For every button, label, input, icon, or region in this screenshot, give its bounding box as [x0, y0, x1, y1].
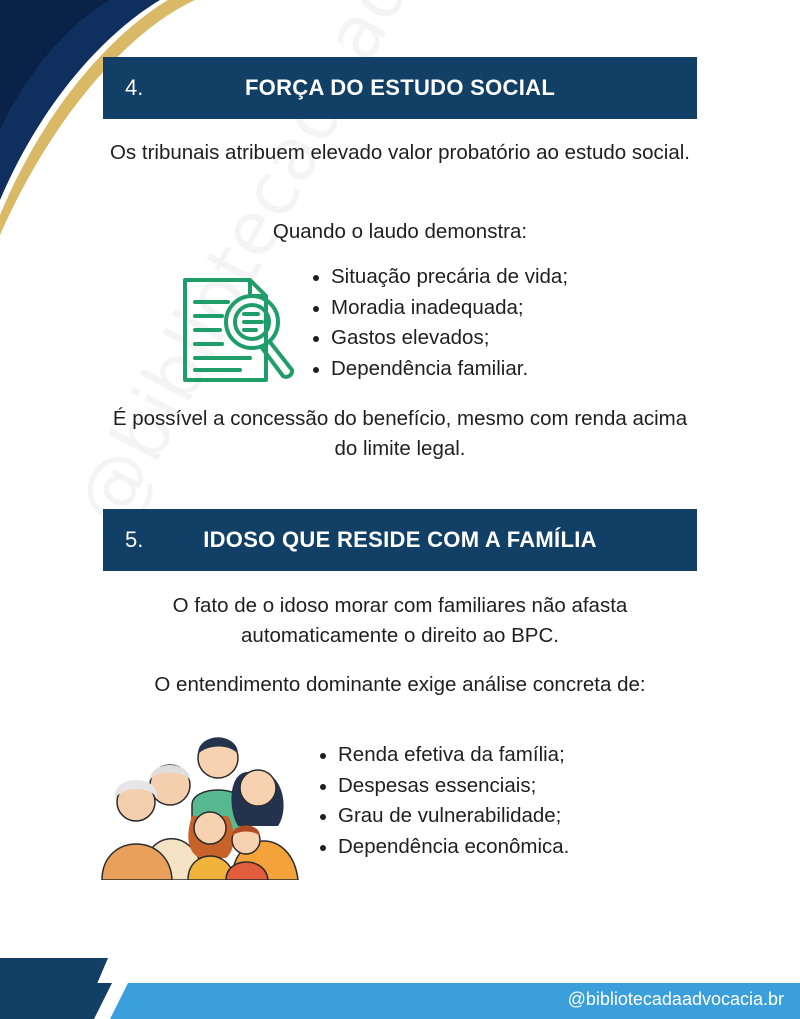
document-search-icon: [180, 262, 305, 387]
section-number: 5.: [125, 527, 144, 552]
section-5-intro: O fato de o idoso morar com familiares não afasta automaticamente o direito ao BPC.: [172, 594, 628, 647]
list-item: Situação precária de vida;: [311, 262, 568, 293]
section-number: 4.: [125, 75, 144, 100]
list-item: Moradia inadequada;: [311, 293, 568, 324]
list-item: Renda efetiva da família;: [318, 740, 569, 771]
family-illustration: [100, 730, 300, 880]
section-title: FORÇA DO ESTUDO SOCIAL: [244, 75, 556, 100]
section-5-list: [318, 740, 569, 862]
section-4-intro: Os tribunais atribuem elevado valor probatório ao estudo social.: [109, 141, 691, 164]
list-item: Dependência econômica.: [318, 832, 569, 863]
list-item: Despesas essenciais;: [318, 771, 569, 802]
section-4-conclusion: É possível a concessão do benefício, mesmo com renda acima do limite legal.: [112, 407, 688, 460]
list-item: Dependência familiar.: [311, 354, 568, 385]
list-item: Gastos elevados;: [311, 323, 568, 354]
section-4-header: [103, 57, 697, 119]
section-5-header: [103, 509, 697, 571]
section-4-lead: Quando o laudo demonstra:: [272, 220, 528, 243]
footer-handle: @bibliotecadaadvocacia.br: [567, 989, 784, 1009]
list-item: Grau de vulnerabilidade;: [318, 801, 569, 832]
section-4-list: [311, 262, 568, 384]
section-title: IDOSO QUE RESIDE COM A FAMÍLIA: [203, 527, 597, 552]
section-5-lead: O entendimento dominante exige análise concreta de:: [154, 673, 646, 696]
